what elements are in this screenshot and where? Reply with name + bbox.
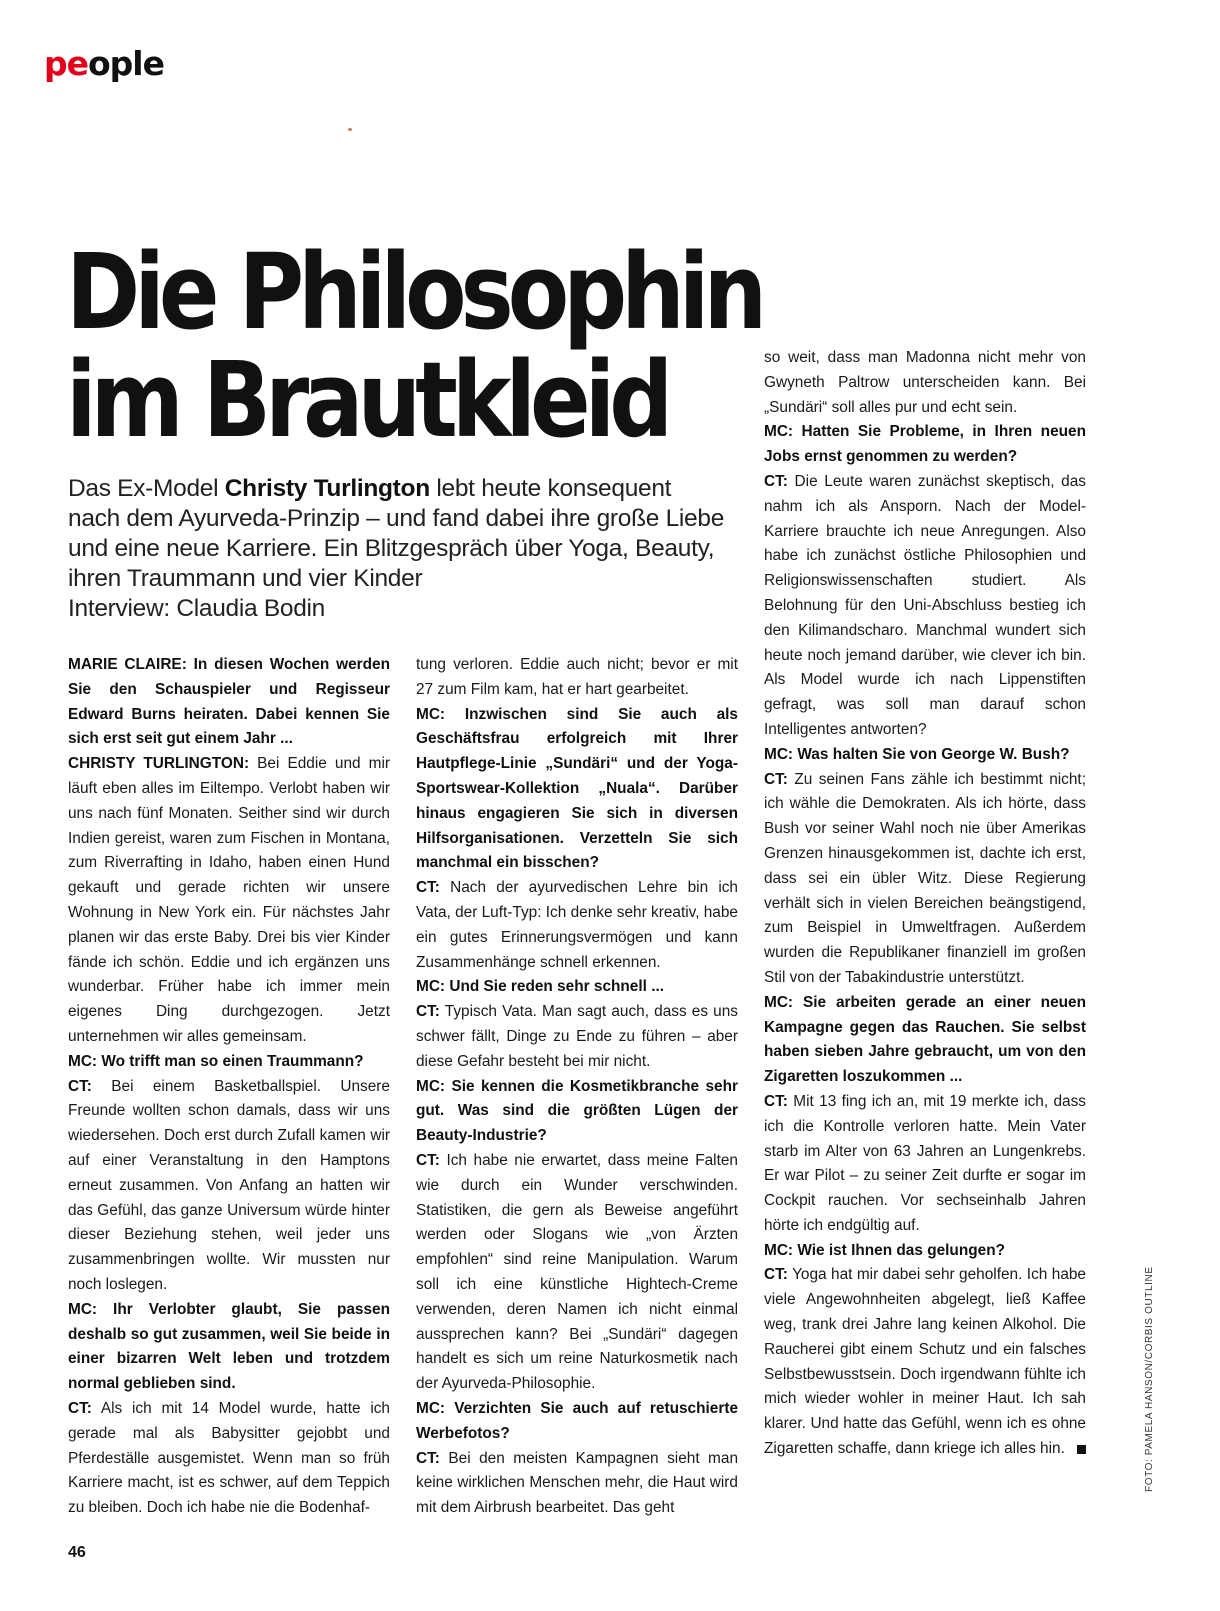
speaker-label: CT: xyxy=(764,1266,788,1284)
interview-question xyxy=(416,975,738,1000)
paragraph-text: Bei einem Basketballspiel. Unsere Freunde wollten schon damals, dass wir uns wiedersehen. Doch erst durch Zufall kamen wir auf einer Veranstaltung in den Hamptons erneut zusammen. Von Anfang an hatten wir das Gefühl, das ganze Universum würde hinter dieser Beziehung stehen, weil jeder uns zusammenbringen wollte. Wir mussten nur noch loslegen. xyxy=(68,1077,390,1293)
paragraph-text: Sie arbeiten gerade an einer neuen Kampagne gegen das Rauchen. Sie selbst haben sieben Jahre gebraucht, um von den Zigaretten loszukommen ... xyxy=(764,993,1086,1086)
interview-answer xyxy=(764,470,1086,743)
interview-question xyxy=(764,420,1086,470)
paragraph-text: Typisch Vata. Man sagt auch, dass es uns schwer fällt, Dinge zu Ende zu führen – aber diese Gefahr besteht bei mir nicht. xyxy=(416,1003,738,1070)
deck-text-post: lebt heute konsequent nach dem Ayurveda-Prinzip – und fand dabei ihre große Liebe und eine neue Karriere. Ein Blitzgespräch über Yoga, Beauty, ihren Traummann und vier Kinder xyxy=(68,475,725,592)
paragraph-text: Die Leute waren zunächst skeptisch, das nahm ich als Ansporn. Nach der Model-Karriere brauchte ich neue Anregungen. Also habe ich zunächst östliche Philosophien und Religionswissenschaften studiert. Als Belohnung für den Uni-Abschluss bestieg ich den Kilimandscharo. Manchmal wundert sich heute noch jemand darüber, wie clever ich bin. Als Model wurde ich nach Lippenstiften gefragt, was soll man darauf schon Intelligentes antworten? xyxy=(764,472,1086,738)
interview-answer xyxy=(764,1090,1086,1239)
speaker-label: CT: xyxy=(416,1449,440,1467)
speaker-label: MC: xyxy=(764,423,794,441)
speaker-label: MC: xyxy=(764,1241,794,1259)
paragraph-text: Als ich mit 14 Model wurde, hatte ich gerade mal als Babysitter gejobbt und Pferdeställe ausgemistet. Wenn man so früh Karriere macht, ist es schwer, auf dem Teppich zu bleiben. Doch ich habe nie die Bodenhaf- xyxy=(68,1399,390,1517)
paragraph-text: Ihr Verlobter glaubt, Sie passen deshalb so gut zusammen, weil Sie beide in einer bizarren Welt leben und trotzdem normal geblieben sind. xyxy=(68,1300,390,1393)
speaker-label: CT: xyxy=(416,1151,440,1169)
interview-question xyxy=(68,1298,390,1397)
interview-question xyxy=(416,1397,738,1447)
interview-question xyxy=(764,991,1086,1090)
headline xyxy=(66,231,762,461)
speaker-label: CT: xyxy=(764,770,788,788)
interview-answer xyxy=(416,1000,738,1074)
speaker-label: MC: xyxy=(416,705,446,723)
paragraph-text: so weit, dass man Madonna nicht mehr von Gwyneth Paltrow unterscheiden kann. Bei „Sundäri“ soll alles pur und echt sein. xyxy=(764,349,1086,416)
interview-answer xyxy=(764,768,1086,991)
speaker-label: CT: xyxy=(764,1092,788,1110)
paragraph-text: Wie ist Ihnen das gelungen? xyxy=(793,1241,1005,1259)
paragraph-text: tung verloren. Eddie auch nicht; bevor er mit 27 zum Film kam, hat er hart gearbeitet. xyxy=(416,656,738,698)
paragraph-text: Sie kennen die Kosmetikbranche sehr gut. Was sind die größten Lügen der Beauty-Industrie? xyxy=(416,1077,738,1145)
interview-question xyxy=(416,1075,738,1149)
speaker-label: MC: xyxy=(764,745,794,763)
interview-question xyxy=(68,653,390,752)
interview-answer xyxy=(68,1397,390,1521)
speaker-label: CHRISTY TURLINGTON: xyxy=(68,755,250,773)
speaker-label: CT: xyxy=(416,1003,440,1021)
interview-answer xyxy=(416,1149,738,1397)
speaker-label: MC: xyxy=(416,1077,446,1095)
speaker-label: MC: xyxy=(68,1300,98,1318)
section-label-rest: ople xyxy=(88,44,165,83)
text-column-3 xyxy=(764,346,1086,1462)
interview-answer xyxy=(416,1447,738,1521)
headline-line-1: Die Philosophin xyxy=(66,231,762,353)
photo-credit: FOTO: PAMELA HANSON/CORBIS OUTLINE xyxy=(1144,1266,1155,1492)
speaker-label: MARIE CLAIRE: xyxy=(68,656,187,673)
deck xyxy=(68,474,728,624)
interview-question xyxy=(68,1050,390,1075)
paragraph-text: Yoga hat mir dabei sehr geholfen. Ich habe viele Angewohnheiten abgelegt, ließ Kaffee weg, trank drei Jahre lang keinen Alkohol. Die Raucherei gibt einem Schutz und ein falsches Selbstbewusstsein. Doch irgendwann fühlte ich mich wieder wohler in meiner Haut. Ich sah klarer. Und hatte das Gefühl, wenn ich es ohne Zigaretten schaffe, dann kriege ich alles hin. xyxy=(764,1266,1086,1458)
interview-question xyxy=(416,703,738,877)
paragraph-text: Verzichten Sie auch auf retuschierte Werbefotos? xyxy=(416,1399,738,1442)
paragraph-text: Bei den meisten Kampagnen sieht man keine wirklichen Menschen mehr, die Haut wird mit dem Airbrush bearbeitet. Das geht xyxy=(416,1449,738,1517)
speaker-label: MC: xyxy=(416,1399,446,1417)
interview-answer xyxy=(416,653,738,703)
end-mark xyxy=(1077,1445,1086,1454)
deck-byline: Interview: Claudia Bodin xyxy=(68,595,326,622)
speaker-label: CT: xyxy=(764,472,788,490)
paragraph-text: Und Sie reden sehr schnell ... xyxy=(445,978,665,996)
section-label xyxy=(44,44,164,83)
text-column-1 xyxy=(68,653,390,1521)
deck-name: Christy Turlington xyxy=(224,475,430,502)
paragraph-text: Nach der ayurvedischen Lehre bin ich Vata, der Luft-Typ: Ich denke sehr kreativ, habe ein gutes Erinnerungsvermögen und kann Zusammenhänge schnell erkennen. xyxy=(416,879,738,971)
speaker-label: CT: xyxy=(68,1399,92,1417)
interview-answer xyxy=(764,346,1086,420)
paragraph-text: Hatten Sie Probleme, in Ihren neuen Jobs ernst genommen zu werden? xyxy=(764,423,1086,466)
paragraph-text: Inzwischen sind Sie auch als Geschäftsfrau erfolgreich mit Ihrer Hautpflege-Linie „Sundäri“ und der Yoga-Sportswear-Kollektion „Nuala“. Darüber hinaus engagieren Sie sich in diversen Hilfsorganisationen. Verzetteln Sie sich manchmal ein bisschen? xyxy=(416,705,738,872)
text-column-2 xyxy=(416,653,738,1521)
paragraph-text: Wo trifft man so einen Traummann? xyxy=(97,1052,364,1070)
interview-answer xyxy=(764,1263,1086,1461)
speaker-label: MC: xyxy=(68,1052,98,1070)
paragraph-text: Ich habe nie erwartet, dass meine Falten wie durch ein Wunder verschwinden. Statistiken, die gern als Beweise angeführt werden oder Slogans wie „von Ärzten empfohlen“ sind reine Manipulation. Warum soll ich eine künstliche Hightech-Creme verwenden, deren Namen ich nicht einmal aussprechen kann? Bei „Sundäri“ dagegen handelt es sich um reine Naturkosmetik nach der Ayurveda-Philosophie. xyxy=(416,1151,738,1393)
paragraph-text: Bei Eddie und mir läuft eben alles im Eiltempo. Verlobt haben wir uns nach fünf Monaten. Seither sind wir durch Indien gereist, waren zum Fischen in Montana, zum Riverrafting in Idaho, haben einen Hund gekauft und gerade richten wir unsere Wohnung in New York ein. Für nächstes Jahr planen wir das erste Baby. Drei bis vier Kinder fände ich schön. Eddie und ich ergänzen uns wunderbar. Früher habe ich immer mein eigenes Ding durchgezogen. Jetzt unternehmen wir alles gemeinsam. xyxy=(68,755,390,1045)
deck-text-pre: Das Ex-Model xyxy=(68,475,225,502)
headline-line-2: im Brautkleid xyxy=(66,339,668,461)
speaker-label: CT: xyxy=(416,879,440,897)
interview-answer xyxy=(68,1075,390,1298)
paragraph-text: Mit 13 fing ich an, mit 19 merkte ich, dass ich die Kontrolle verloren hatte. Mein Vater starb im Alter von 63 Jahren an Lungenkrebs. Er war Pilot – zu seiner Zeit durfte er sogar im Cockpit rauchen. Vor sechseinhalb Jahren hörte ich endgültig auf. xyxy=(764,1092,1086,1234)
paragraph-text: Was halten Sie von George W. Bush? xyxy=(793,745,1070,763)
section-label-highlight: pe xyxy=(44,44,89,83)
page-number: 46 xyxy=(68,1544,86,1561)
interview-answer xyxy=(416,876,738,975)
paragraph-text: In diesen Wochen werden Sie den Schauspieler und Regisseur Edward Burns heiraten. Dabei kennen Sie sich erst seit gut einem Jahr ... xyxy=(68,656,390,748)
speaker-label: MC: xyxy=(764,993,794,1011)
interview-question xyxy=(764,1239,1086,1264)
interview-answer xyxy=(68,752,390,1050)
speaker-label: CT: xyxy=(68,1077,92,1095)
interview-question xyxy=(764,743,1086,768)
paragraph-text: Zu seinen Fans zähle ich bestimmt nicht; ich wähle die Demokraten. Als ich hörte, dass Bush vor seiner Wahl noch nie über Amerikas Grenzen hinausgekommen ist, dachte ich erst, dass sei ein übler Witz. Diese Regierung verhält sich in vielen Bereichen beängstigend, zum Beispiel in Umweltfragen. Außerdem wurden die Republikaner finanziell im großen Stil von der Tabakindustrie unterstützt. xyxy=(764,770,1086,986)
speaker-label: MC: xyxy=(416,978,446,996)
print-speck xyxy=(348,128,352,131)
